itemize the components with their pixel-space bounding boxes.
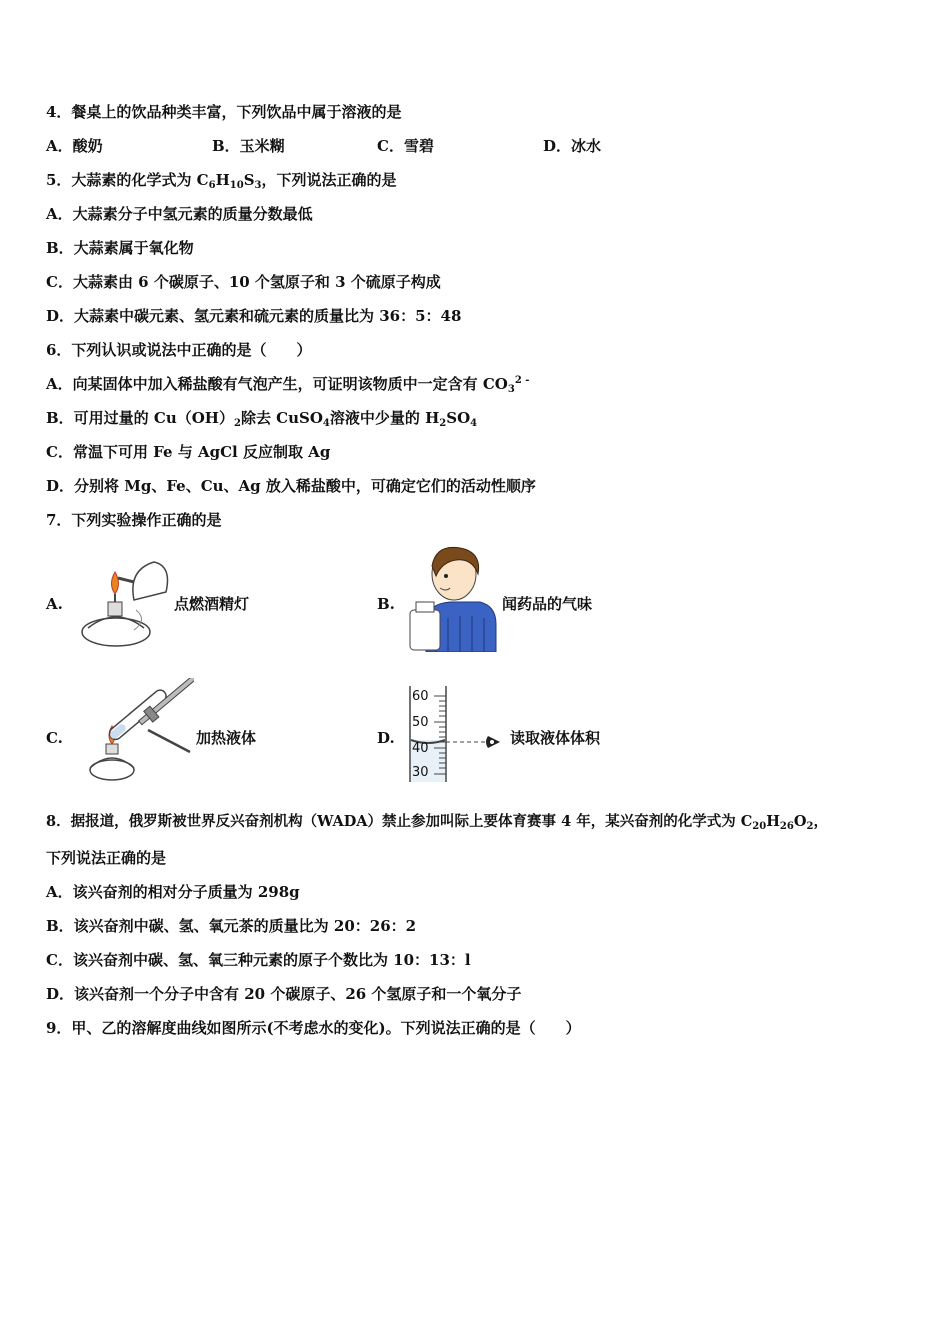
q8-option-a: A．该兴奋剂的相对分子质量为 298g bbox=[46, 883, 300, 901]
smelling-chemical-figure bbox=[406, 544, 498, 652]
q7-option-c-caption: 加热液体 bbox=[196, 729, 257, 747]
q8-stem: 8．据报道，俄罗斯被世界反兴奋剂机构（WADA）禁止参加叫际上要体育赛事 4 年，某兴奋剂的化学式为 $C_{20}H_{26}O_2$， bbox=[46, 813, 828, 832]
cylinder-tick-60: 60 bbox=[412, 689, 429, 704]
q8-option-b: B．该兴奋剂中碳、氢、氧元茶的质量比为 20：26：2 bbox=[46, 917, 417, 935]
q4-stem: 4．餐桌上的饮品种类丰富，下列饮品中属于溶液的是 bbox=[46, 103, 402, 121]
q7-stem: 7．下列实验操作正确的是 bbox=[46, 511, 222, 529]
q4-option-a: A．酸奶 bbox=[46, 137, 103, 155]
q7-option-c-letter: C. bbox=[46, 729, 63, 747]
q9-stem: 9．甲、乙的溶解度曲线如图所示(不考虑水的变化)。下列说法正确的是（ ） bbox=[46, 1019, 581, 1037]
q7-option-d-letter: D. bbox=[377, 729, 395, 747]
q7-option-a-letter: A. bbox=[46, 595, 63, 613]
cylinder-tick-30: 30 bbox=[412, 765, 429, 780]
q7-option-b-caption: 闻药品的气味 bbox=[502, 595, 593, 613]
q4-option-c: C．雪碧 bbox=[377, 137, 434, 155]
q6-stem: 6．下列认识或说法中正确的是（ ） bbox=[46, 341, 312, 359]
q5-option-a: A．大蒜素分子中氢元素的质量分数最低 bbox=[46, 205, 313, 223]
q6-option-c: C．常温下可用 Fe 与 AgCl 反应制取 Ag bbox=[46, 443, 331, 461]
q5-stem: 5．大蒜素的化学式为 $C_6H_{10}S_3$，下列说法正确的是 bbox=[46, 171, 397, 191]
q4-option-d: D．冰水 bbox=[543, 137, 602, 155]
q5-option-b: B．大蒜素属于氧化物 bbox=[46, 239, 194, 257]
heating-liquid-figure bbox=[74, 678, 194, 784]
q7-option-a-caption: 点燃酒精灯 bbox=[174, 595, 250, 613]
cylinder-tick-50: 50 bbox=[412, 715, 429, 730]
q6-option-b: B．可用过量的 $Cu(OH)_2$除去 CuSO$_4$溶液中少量的 $H_2SO_4$ bbox=[46, 409, 478, 429]
q6-option-d: D．分别将 Mg、Fe、Cu、Ag 放入稀盐酸中，可确定它们的活动性顺序 bbox=[46, 477, 536, 495]
q8-option-c: C．该兴奋剂中碳、氢、氧三种元素的原子个数比为 10：13：l bbox=[46, 951, 471, 969]
q5-option-d: D．大蒜素中碳元素、氢元素和硫元素的质量比为 36：5：48 bbox=[46, 307, 462, 325]
q7-option-b-letter: B. bbox=[377, 595, 395, 613]
q7-option-d-caption: 读取液体体积 bbox=[510, 729, 601, 747]
q8-stem-line2: 下列说法正确的是 bbox=[46, 849, 167, 867]
alcohol-lamp-lighting-figure bbox=[74, 556, 172, 652]
q4-option-b: B．玉米糊 bbox=[212, 137, 285, 155]
cylinder-tick-40: 40 bbox=[412, 741, 429, 756]
q8-option-d: D．该兴奋剂一个分子中含有 20 个碳原子、26 个氢原子和一个氧分子 bbox=[46, 985, 522, 1003]
q5-option-c: C．大蒜素由 6 个碳原子、10 个氢原子和 3 个硫原子构成 bbox=[46, 273, 441, 291]
q6-option-a: A．向某固体中加入稀盐酸有气泡产生，可证明该物质中一定含有 $CO_3^{2 -}$ bbox=[46, 375, 530, 395]
